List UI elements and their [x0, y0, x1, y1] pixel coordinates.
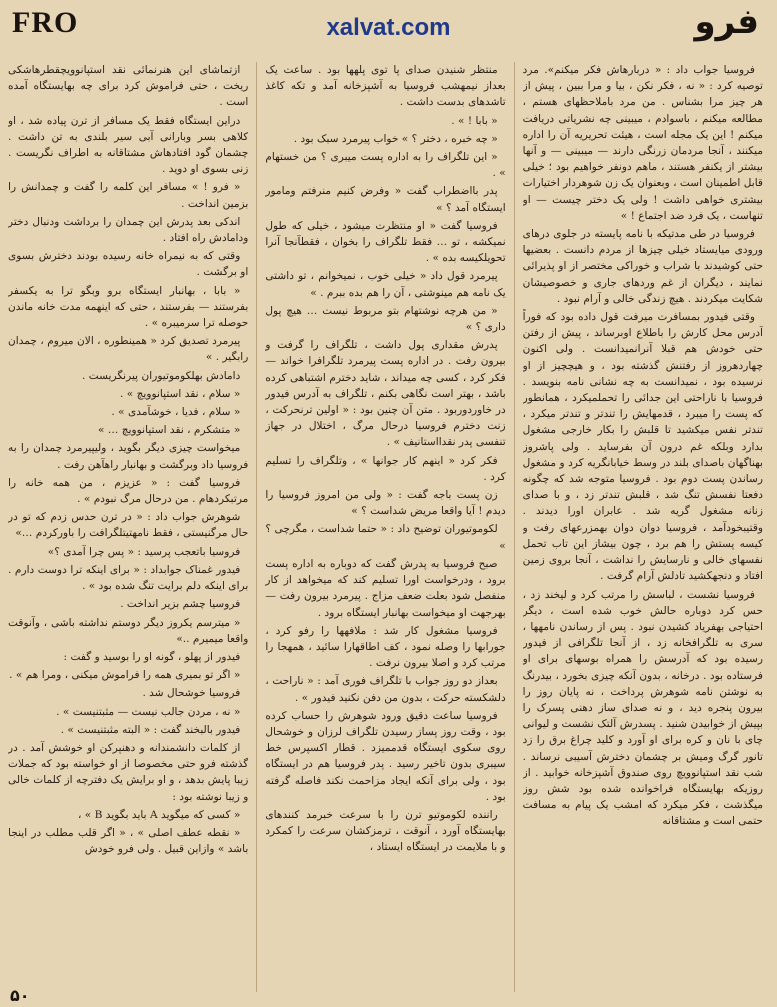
paragraph: « سلام ، نقد استپانوویچ » .	[120, 387, 241, 400]
header-right-title: فرو	[694, 2, 759, 42]
column-divider	[256, 62, 257, 992]
paragraph: « اگر تو بمیری همه را فراموش میکنی ، ومرا هم » .	[9, 669, 241, 682]
header-left-title: FRO	[12, 6, 79, 39]
paragraph: « من هرچه نوشتهام بتو مربوط نیست … هیچ پول داری ؟ »	[265, 304, 506, 334]
paragraph: شوهرش جواب داد : « در ترن حدس زدم که تو در حال مرگنیستی ، فقط نامهتیتلگرافت را باورکردم …»	[8, 511, 249, 540]
paragraph: فروسیا گفت : « عزیزم ، من همه خانه را مرتبکردهام . من درحال مرگ نبودم » .	[8, 476, 249, 506]
paragraph: « میترسم یکروز دیگر دوستم نداشته باشی ، وآنوقت واقعا میمیرم ..»	[8, 616, 249, 645]
column-right	[523, 62, 763, 992]
paragraph: دراین ایستگاه فقط یک مسافر از ترن پیاده شد ، او کلاهی بسر وبارانی آبی سیر بلندی به تن داشت . چشمان گود افتادهاش مشتاقانه به اطراف نگریست . زنی بسوی او دوید .	[8, 114, 249, 176]
paragraph: « بابا ! » .	[451, 114, 498, 127]
paragraph: لکوموتیوران توضیح داد : « حتما شداست ، مگرچی ؟ »	[265, 523, 506, 552]
column-left	[8, 62, 248, 992]
paragraph: « چه خبره ، دختر ؟ » خواب پیرمرد سبک بود .	[293, 132, 498, 145]
paragraph: « نقطه عطف اصلی » ، « اگر قلب مطلب در اینجا باشد » وازاین قبیل . ولی فرو خودش	[8, 826, 249, 856]
paragraph: « متشکرم ، نقد استپانوویچ … »	[97, 424, 241, 437]
column-divider	[514, 62, 515, 992]
paragraph: صبح فروسیا به پدرش گفت که دوباره به اداره پست برود ، ودرخواست اورا تسلیم کند که میخواهد از کار منفصل شود بعلت ضعف مزاج . پیرمرد بیرون رفت — بهرجهت او میخواست بهانبار ایستگاه برود .	[265, 557, 506, 619]
paragraph: پدرش مقداری پول داشت ، تلگراف را گرفت و بیرون رفت . در اداره پست پیرمرد تلگرافرا خواند — فکر کرد ، کسی چه میداند ، شاید دخترم اشتباهی کرده باشد ، بهتر است نگاهی بکنم ، تلگراف به آدرس فیدور در خاوردوربود . متن آن چنین بود : « اولین ترنحرکت ، زنت دخترم فروسیا درحال مرگ ، اختلال در جهاز تنفسی پدر نقدااستانیف » .	[265, 339, 506, 449]
paragraph: میخواست چیزی دیگر بگوید ، ولیپیرمرد چمدان را به فروسیا داد وبرگشت و بهانبار راهآهن رفت .	[8, 442, 249, 471]
paragraph: « سلام ، فدیا ، خوشآمدی » .	[111, 406, 241, 419]
paragraph: فیدور از پهلو ، گونه او را بوسید و گفت :	[63, 650, 241, 663]
paragraph: « فرو ! » مسافر این کلمه را گفت و چمدانش را بزمین انداخت .	[8, 181, 249, 210]
paragraph: از کلمات دانشمندانه و دهنپرکن او خوشش آمد . در گذشته فرو حتی مخصوصا از او خواسته بود که جملات زیبا پایش بدهد ، و او برایش یک دفترچه از کلمات خالی و زیبا نوشته بود :	[8, 741, 249, 803]
paragraph: فروسیا مشغول کار شد : ملافهها را رفو کرد ، جورابها را وصله نمود ، کف اطاقهارا سائید ، همهجا را مرتب کرد و اصلا بیرون نرفت .	[265, 624, 506, 670]
page-number: ۵۰	[10, 986, 30, 1005]
paragraph: وقتی که به نیمراه خانه رسیده بودند دخترش بسوی او برگشت .	[8, 250, 249, 279]
paragraph: فروسیا جواب داد : « دربارهاش فکر میکنم». مرد توصیه کرد : « نه ، فکر نکن ، بیا و مرا ببین ، پیش از هر چیز مرا بشناس . من مرد باملاحظهای هستم ، مطالعه میکنم ، باسوادم ، میبینی چه نشریاتی دریافت میکنم ! این یک مجله است ، هیئت تحریریه آن را اداره میکنند ، آنجا مردمان زرنگی دارند — میبینی — و آنها بیشتر از یکنفر هستند ، ماهم دونفر خواهیم بود ؛ خیلی قابل اطمینان است ، وبعنوان یک زن شوهردار اختیارات بیشتری خواهی داشت ! ولی یک دختر چیست — او تنهاست ، یک فرد ضد اجتماع ! »	[522, 64, 763, 222]
paragraph: راننده لکوموتیو ترن را با سرعت خبرمد کنندهای بهایستگاه آورد ، آنوقت ، ترمزکشان سرعت را کمکرد و با ملایمت در ایستگاه ایستاد ،	[265, 808, 506, 854]
paragraph: فروسیا چشم بزیر انداخت .	[120, 598, 241, 611]
paragraph: فکر کرد « اینهم کار جوانها » ، وتلگراف را تسلیم کرد .	[265, 454, 506, 483]
column-middle	[265, 62, 505, 992]
paragraph: بعداز دو روز جواب با تلگراف فوری آمد : « ناراحت ، دلشکسته حرکت ، بدون من دفن نکنید فیدور » .	[265, 675, 506, 704]
paragraph: ازتماشای این هنرنمائی نقد استپانوویچقطرهاشکی ریخت ، حتی فراموش کرد برای چه بهایستگاه آمده است .	[8, 64, 249, 109]
paragraph: پیرمرد قول داد « خیلی خوب ، نمیخوانم ، تو داشتی یک نامه هم مینوشتی ، آن را هم بده ببرم . »	[265, 270, 506, 299]
paragraph: « این تلگراف را به اداره پست میبری ؟ من خستهام » .	[265, 151, 506, 180]
paragraph: وقتی فیدور بمسافرت میرفت قول داده بود که فوراً آدرس محل کارش را باطلاع اوبرساند ، پیش از رفتن حتی خودش هم قبلا آنرانمیدانست . ولی اکنون چهاردهروز از رفتنش گذشته بود ، و هیچچیز از او نرسیده بود ، نمیدانست به چه نشانی نامه بنویسد . فروسیا با ناراحتی این جدائی را تحملمیکرد ، همانطور که پست را میبرد ، قدمهایش را تندتر و تندتر میکرد ، تندتر نفس میکشید تا قلبش را بکار خارجی مشغول بدارد وبلکه غم درون آن بفرساید . ولی پاشروز بهناگهان باصدای بلند در وسط خیابانگریه کرد و مشغول رساندن پست دوم بود . فروسیا متوجه شد که چگونه دفعتا نفسش تنگ شد ، قلبش تندتر زد ، و با صدای زنانه مشغول گریه شد . عابران اورا دیدند . وقتیبخودآمد ، فروسیا دوان دوان بهمزرعهای رفت و کیسه پستش را هم برد ، چون بیشاز این تاب تحمل نفسهای خالی و نارسایش را نداشت ، آنجا بروی زمین افتاد و دنجهکشید تادلش آرام گرفت .	[522, 311, 763, 583]
paragraph: اندکی بعد پدرش این چمدان را برداشت ودنبال دختر ودامادش راه افتاد .	[8, 215, 249, 245]
paragraph: فروسیا در طی مدتیکه با نامه پایسته در جلوی درهای ورودی میایستاد خیلی چیزها از مردم دانست . بعضیها حتی کوشیدند با شراب و خوراکی مختصر از او پذیرائی نمایند ، دیگران از غم وردهای جاری و خصوصیشان شکایت میکردند . هیچ زندگی خالی و آرام نبود .	[522, 228, 763, 305]
paragraph: فیدور غمناک جوابداد : « برای اینکه ترا دوست دارم . برای اینکه دلم برایت تنگ شده بود » .	[8, 563, 249, 593]
paragraph: پدر بااضطراب گفت « وفرض کنیم منرفتم ومامور ایستگاه آمد ؟ »	[265, 185, 506, 214]
paragraph: دامادش بهلکوموتیوران پیرنگریست .	[81, 369, 241, 382]
paragraph: فروسیا خوشحال شد .	[142, 687, 241, 700]
paragraph: فروسیا گفت « او منتظرت میشود ، خیلی که طول نمیکشه ، تو … فقط تلگراف را بخوان ، فقطآنجا آنرا تحویلکیسه بده » .	[265, 219, 506, 265]
paragraph: زن پست باجه گفت : « ولی من امروز فروسیا را دیدم ! آیا واقعا مریض شداست ؟ »	[265, 489, 506, 518]
paragraph: فروسیا باتعجب پرسید : « پس چرا آمدی ؟»	[47, 545, 241, 558]
paragraph: « بابا ، بهانبار ایستگاه برو وبگو ترا به یکسفر بفرستند — بفرستند ، حتی که اینهمه مدت خانه ماندن حوصله ترا سرمیبره » .	[8, 284, 249, 330]
article-columns	[8, 62, 763, 992]
page-header	[0, 0, 777, 58]
paragraph: فروسیا ساعت دقیق ورود شوهرش را حساب کرده بود ، وقت روز پساز رسیدن تلگراف لرزان و خوشحال روی سکوی ایستگاه قدممیزد . قطار اکسپرس خط سیبری بدون تاخیر رسید . پدر فروسیا هم در ایستگاه بود ، ولی برای آنکه ایجاد مزاحمت نکند فاصله گرفته بود .	[265, 709, 506, 803]
paragraph: منتظر شنیدن صدای پا توی پلهها بود . ساعت یک بعداز نیمهشب فروسیا به آشپزخانه آمد و تکه کاغذ تاشدهای بدست داشت .	[265, 64, 506, 109]
paragraph: فروسیا نشست ، لباسش را مرتب کرد و لیخند زد ، حس کرد دوباره حالش خوب شده است ، دیگر احتیاجی بهفریاد کشیدن نبود . پس از رساندن نامهها ، سری به تلگرافخانه زد ، از آنجا تلگرافی از فیدور رسیده بود که آدرسش را همراه بوسهای برای او فرستاده بود . درخانه ، بدون آنکه چیزی بخورد ، بیدرنگ به نوشتن نامه شوهرش پرداخت ، نه پایان روز را بیرون پنجره دید ، و نه صدای ساز دهنی پسرک را بپیش از خوابیدن شنید . پسدرش آلتک نشست و لیوانی چای با نان و کره برای او آورد و کلید چراغ برق را زد تانور گرگ ومیش بر چشمان دخترش آسیبی نرساند . شب نقد استپانوویچ روی صندوق آشپزخانه خوابید . از روزیکه بهایستگاه فراخوانده شده بود شش روز میگذشت ، فکر میکرد که امشب یک پیام به مسافت حتمی است و مشتاقانه	[522, 588, 763, 828]
paragraph: پیرمرد تصدیق کرد « همینطوره ، الان میروم ، چمدان رابگیر . »	[8, 335, 249, 364]
paragraph: « نه ، مردن جالب نیست — مثبتنیست » .	[56, 705, 241, 718]
paragraph: « کسی که میگوید A باید بگوید B » ،	[77, 808, 241, 821]
watermark: xalvat.com	[326, 14, 451, 41]
paragraph: فیدور بالبخند گفت : « البته مثبتنیست » .	[60, 723, 241, 736]
